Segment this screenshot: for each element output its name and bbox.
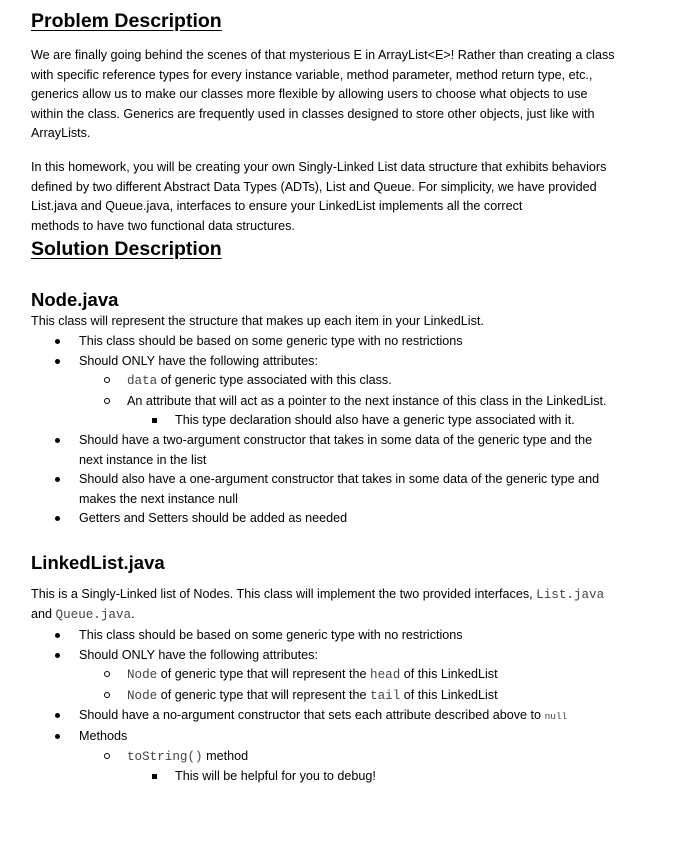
problem-para1-line3: generics allow us to make our classes more flexible by allowing users to choose what objects to use	[31, 87, 588, 102]
list-item	[31, 665, 651, 686]
intro-text: and	[31, 607, 56, 622]
code-head: head	[370, 668, 401, 683]
list-item	[31, 747, 651, 768]
list-item: This type declaration should also have a generic type associated with it.	[31, 411, 651, 431]
document-page	[31, 8, 651, 787]
problem-para1-line4: within the class. Generics are frequently used in classes designed to store other objects, just like with	[31, 106, 595, 121]
list-item-text: Should have a no-argument constructor that sets each attribute described above to	[79, 708, 545, 723]
node-intro: This class will represent the structure that makes up each item in your LinkedList.	[31, 314, 484, 329]
list-item: An attribute that will act as a pointer to the next instance of this class in the LinkedList.	[31, 392, 651, 412]
problem-para1-line5: ArrayLists.	[31, 126, 91, 141]
list-item-text: method	[202, 748, 249, 763]
code-list-java: List.java	[536, 587, 605, 602]
node-bullet-list	[31, 332, 651, 529]
list-item	[31, 470, 651, 509]
list-item: Getters and Setters should be added as needed	[31, 509, 651, 529]
solution-heading: Solution Description	[31, 238, 222, 261]
list-item: This will be helpful for you to debug!	[31, 767, 651, 787]
list-item	[31, 686, 651, 707]
list-item-text: of generic type that will represent the	[157, 687, 371, 702]
linkedlist-intro-line1	[31, 585, 651, 606]
linkedlist-bullet-list	[31, 626, 651, 787]
list-item: Should ONLY have the following attributes:	[31, 646, 651, 666]
list-item-text: of this LinkedList	[400, 687, 498, 702]
problem-para1-line1: We are finally going behind the scenes of that mysterious E in ArrayList<E>! Rather than creating a class	[31, 48, 615, 62]
linkedlist-intro-line2	[31, 605, 651, 626]
list-item-text: makes the next instance null	[79, 491, 238, 506]
code-node: Node	[127, 668, 158, 683]
list-item	[31, 706, 651, 727]
problem-para2-line2: defined by two different Abstract Data Types (ADTs), List and Queue. For simplicity, we have provided	[31, 179, 597, 194]
code-queue-java: Queue.java	[55, 608, 132, 623]
list-item: Methods	[31, 727, 651, 747]
problem-para2-line1: In this homework, you will be creating your own Singly-Linked List data structure that exhibits behaviors	[31, 159, 607, 174]
list-item	[31, 371, 651, 392]
list-item-text: of generic type associated with this class.	[157, 373, 392, 388]
code-tostring: toString()	[127, 749, 203, 764]
list-item	[31, 431, 651, 470]
list-item: Should ONLY have the following attributes:	[31, 352, 651, 372]
list-item-text: Should have a two-argument constructor that takes in some data of the generic type and the	[79, 432, 593, 447]
list-item-text: Should also have a one-argument constructor that takes in some data of the generic type and	[79, 472, 600, 487]
code-data: data	[127, 374, 158, 389]
linkedlist-heading: LinkedList.java	[31, 551, 165, 573]
intro-text: This is a Singly-Linked list of Nodes. This class will implement the two provided interfaces,	[31, 586, 537, 601]
problem-heading: Problem Description	[31, 10, 222, 32]
problem-para2-line4: methods to have two functional data structures.	[31, 218, 295, 233]
code-tail: tail	[370, 688, 401, 703]
code-node: Node	[127, 688, 158, 703]
intro-text: .	[131, 607, 135, 622]
list-item-text: of this LinkedList	[400, 667, 498, 682]
list-item: This class should be based on some generic type with no restrictions	[31, 332, 651, 352]
list-item-text: of generic type that will represent the	[157, 667, 371, 682]
list-item-text: next instance in the list	[79, 452, 207, 467]
node-heading: Node.java	[31, 289, 119, 311]
problem-para2-line3: List.java and Queue.java, interfaces to ensure your LinkedList implements all the correct	[31, 199, 523, 214]
code-null: null	[544, 711, 568, 723]
problem-para1-line2: with specific reference types for every instance variable, method parameter, method return type, etc.,	[31, 67, 593, 82]
list-item: This class should be based on some generic type with no restrictions	[31, 626, 651, 646]
